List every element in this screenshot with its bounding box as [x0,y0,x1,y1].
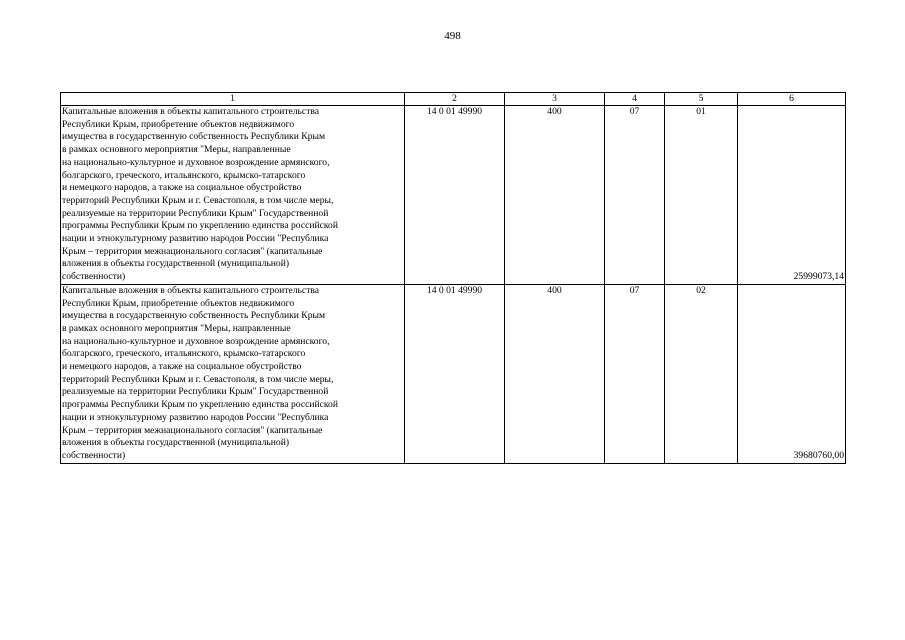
row-description: Капитальные вложения в объекты капитального строительства Республики Крым, приобретение объектов недвижимого имущества в государственную собственность Республики Крым в рамках основного мероприятия "Меры, направленные на национально-культурное и духовное возрождение армянского, болгарского, греческого, итальянского, крымско-татарского и немецкого народов, а также на социальное обустройство территорий Республики Крым и г. Севастополя, в том числе меры, реализуемые на территории Республики Крым" Государственной программы Республики Крым по укреплению единства российской нации и этнокультурному развитию народов России "Республика Крым – территория межнационального согласия" (капитальные вложения в объекты государственной (муниципальной) собственности) [61,106,405,285]
header-cell-1: 1 [61,93,405,106]
row-amount: 39680760,00 [738,284,846,463]
budget-table [60,92,846,464]
row-description: Капитальные вложения в объекты капитального строительства Республики Крым, приобретение объектов недвижимого имущества в государственную собственность Республики Крым в рамках основного мероприятия "Меры, направленные на национально-культурное и духовное возрождение армянского, болгарского, греческого, итальянского, крымско-татарского и немецкого народов, а также на социальное обустройство территорий Республики Крым и г. Севастополя, в том числе меры, реализуемые на территории Республики Крым" Государственной программы Республики Крым по укреплению единства российской нации и этнокультурному развитию народов России "Республика Крым – территория межнационального согласия" (капитальные вложения в объекты государственной (муниципальной) собственности) [61,284,405,463]
page-number: 498 [444,30,461,42]
header-cell-6: 6 [738,93,846,106]
row-section: 07 [605,106,665,285]
header-cell-4: 4 [605,93,665,106]
row-expense-type: 400 [505,284,605,463]
row-expense-type: 400 [505,106,605,285]
row-subsection: 02 [665,284,738,463]
row-subsection: 01 [665,106,738,285]
table-row [61,106,846,285]
table-header-row [61,93,846,106]
row-target-code: 14 0 01 49990 [405,284,505,463]
row-amount: 25999073,14 [738,106,846,285]
row-section: 07 [605,284,665,463]
table-row [61,284,846,463]
header-cell-2: 2 [405,93,505,106]
header-cell-5: 5 [665,93,738,106]
row-target-code: 14 0 01 49990 [405,106,505,285]
header-cell-3: 3 [505,93,605,106]
